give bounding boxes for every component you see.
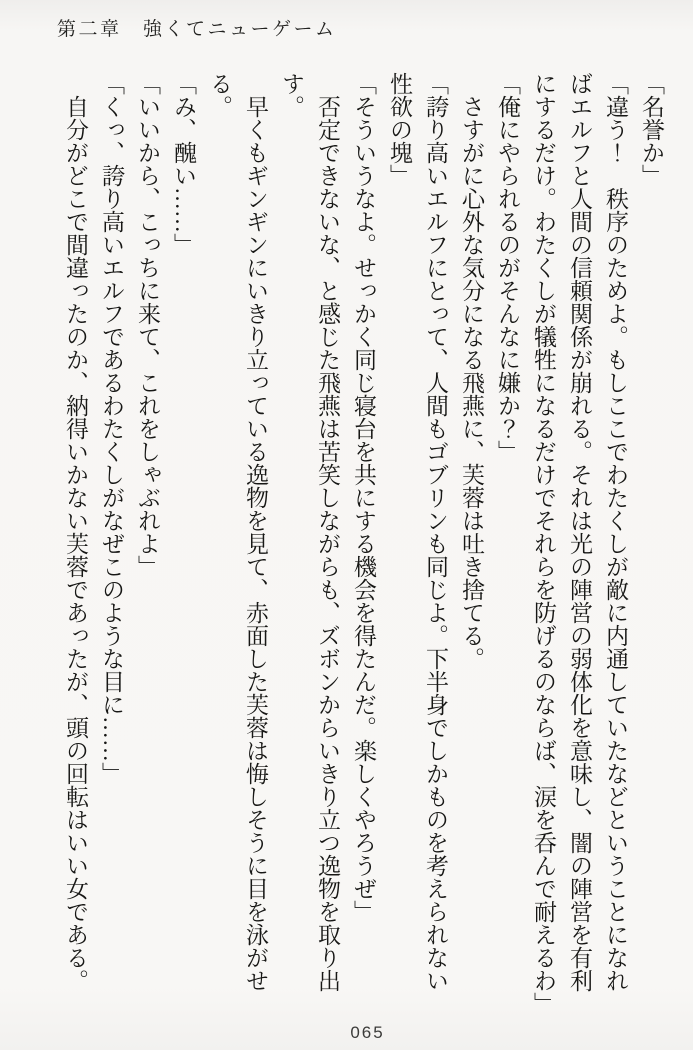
text-line: 「いいから、こっちに来て、これをしゃぶれよ」 [135,72,160,578]
text-line: 自分がどこで間違ったのか、納得いかない芙蓉であったが、頭の回転はいい女である。 [63,72,88,992]
text-line: 性欲の塊」 [387,72,412,187]
text-line: 「そういうなよ。せっかく同じ寝台を共にする機会を得たんだ。楽しくやろうぜ」 [351,72,376,923]
text-line: 「み、醜い……」 [171,72,196,256]
text-line: にするだけ。わたくしが犠牲になるだけでそれらを防げるのならば、涙を呑んで耐えるわ」 [531,72,556,1015]
chapter-header: 第二章 強くてニューゲーム [57,19,337,40]
text-line: 早くもギンギンにいきり立っている逸物を見て、赤面した芙蓉は悔しそうに目を泳がせ [243,72,268,992]
text-line: る。 [207,72,232,118]
text-line: す。 [279,72,304,118]
text-line: ばエルフと人間の信頼関係が崩れる。それは光の陣営の弱体化を意味し、闇の陣営を有利 [567,72,592,992]
text-line: 否定できないな、と感じた飛燕は苦笑しながらも、ズボンからいきり立つ逸物を取り出 [315,72,340,992]
text-line: 「くっ、誇り高いエルフであるわたくしがなぜこのような目に……」 [99,72,124,785]
text-line: さすがに心外な気分になる飛燕に、芙蓉は吐き捨てる。 [459,72,484,670]
text-line: 「誇り高いエルフにとって、人間もゴブリンも同じよ。下半身でしかものを考えられない [423,72,448,992]
text-line: 「違う！ 秩序のためよ。もしここでわたくしが敵に内通していたなどということになれ [603,72,628,992]
page-number: 065 [350,1023,385,1042]
text-line: 「名誉か」 [639,72,664,187]
text-line: 「俺にやられるのがそんなに嫌か？」 [495,72,520,463]
body-text [57,72,669,1018]
